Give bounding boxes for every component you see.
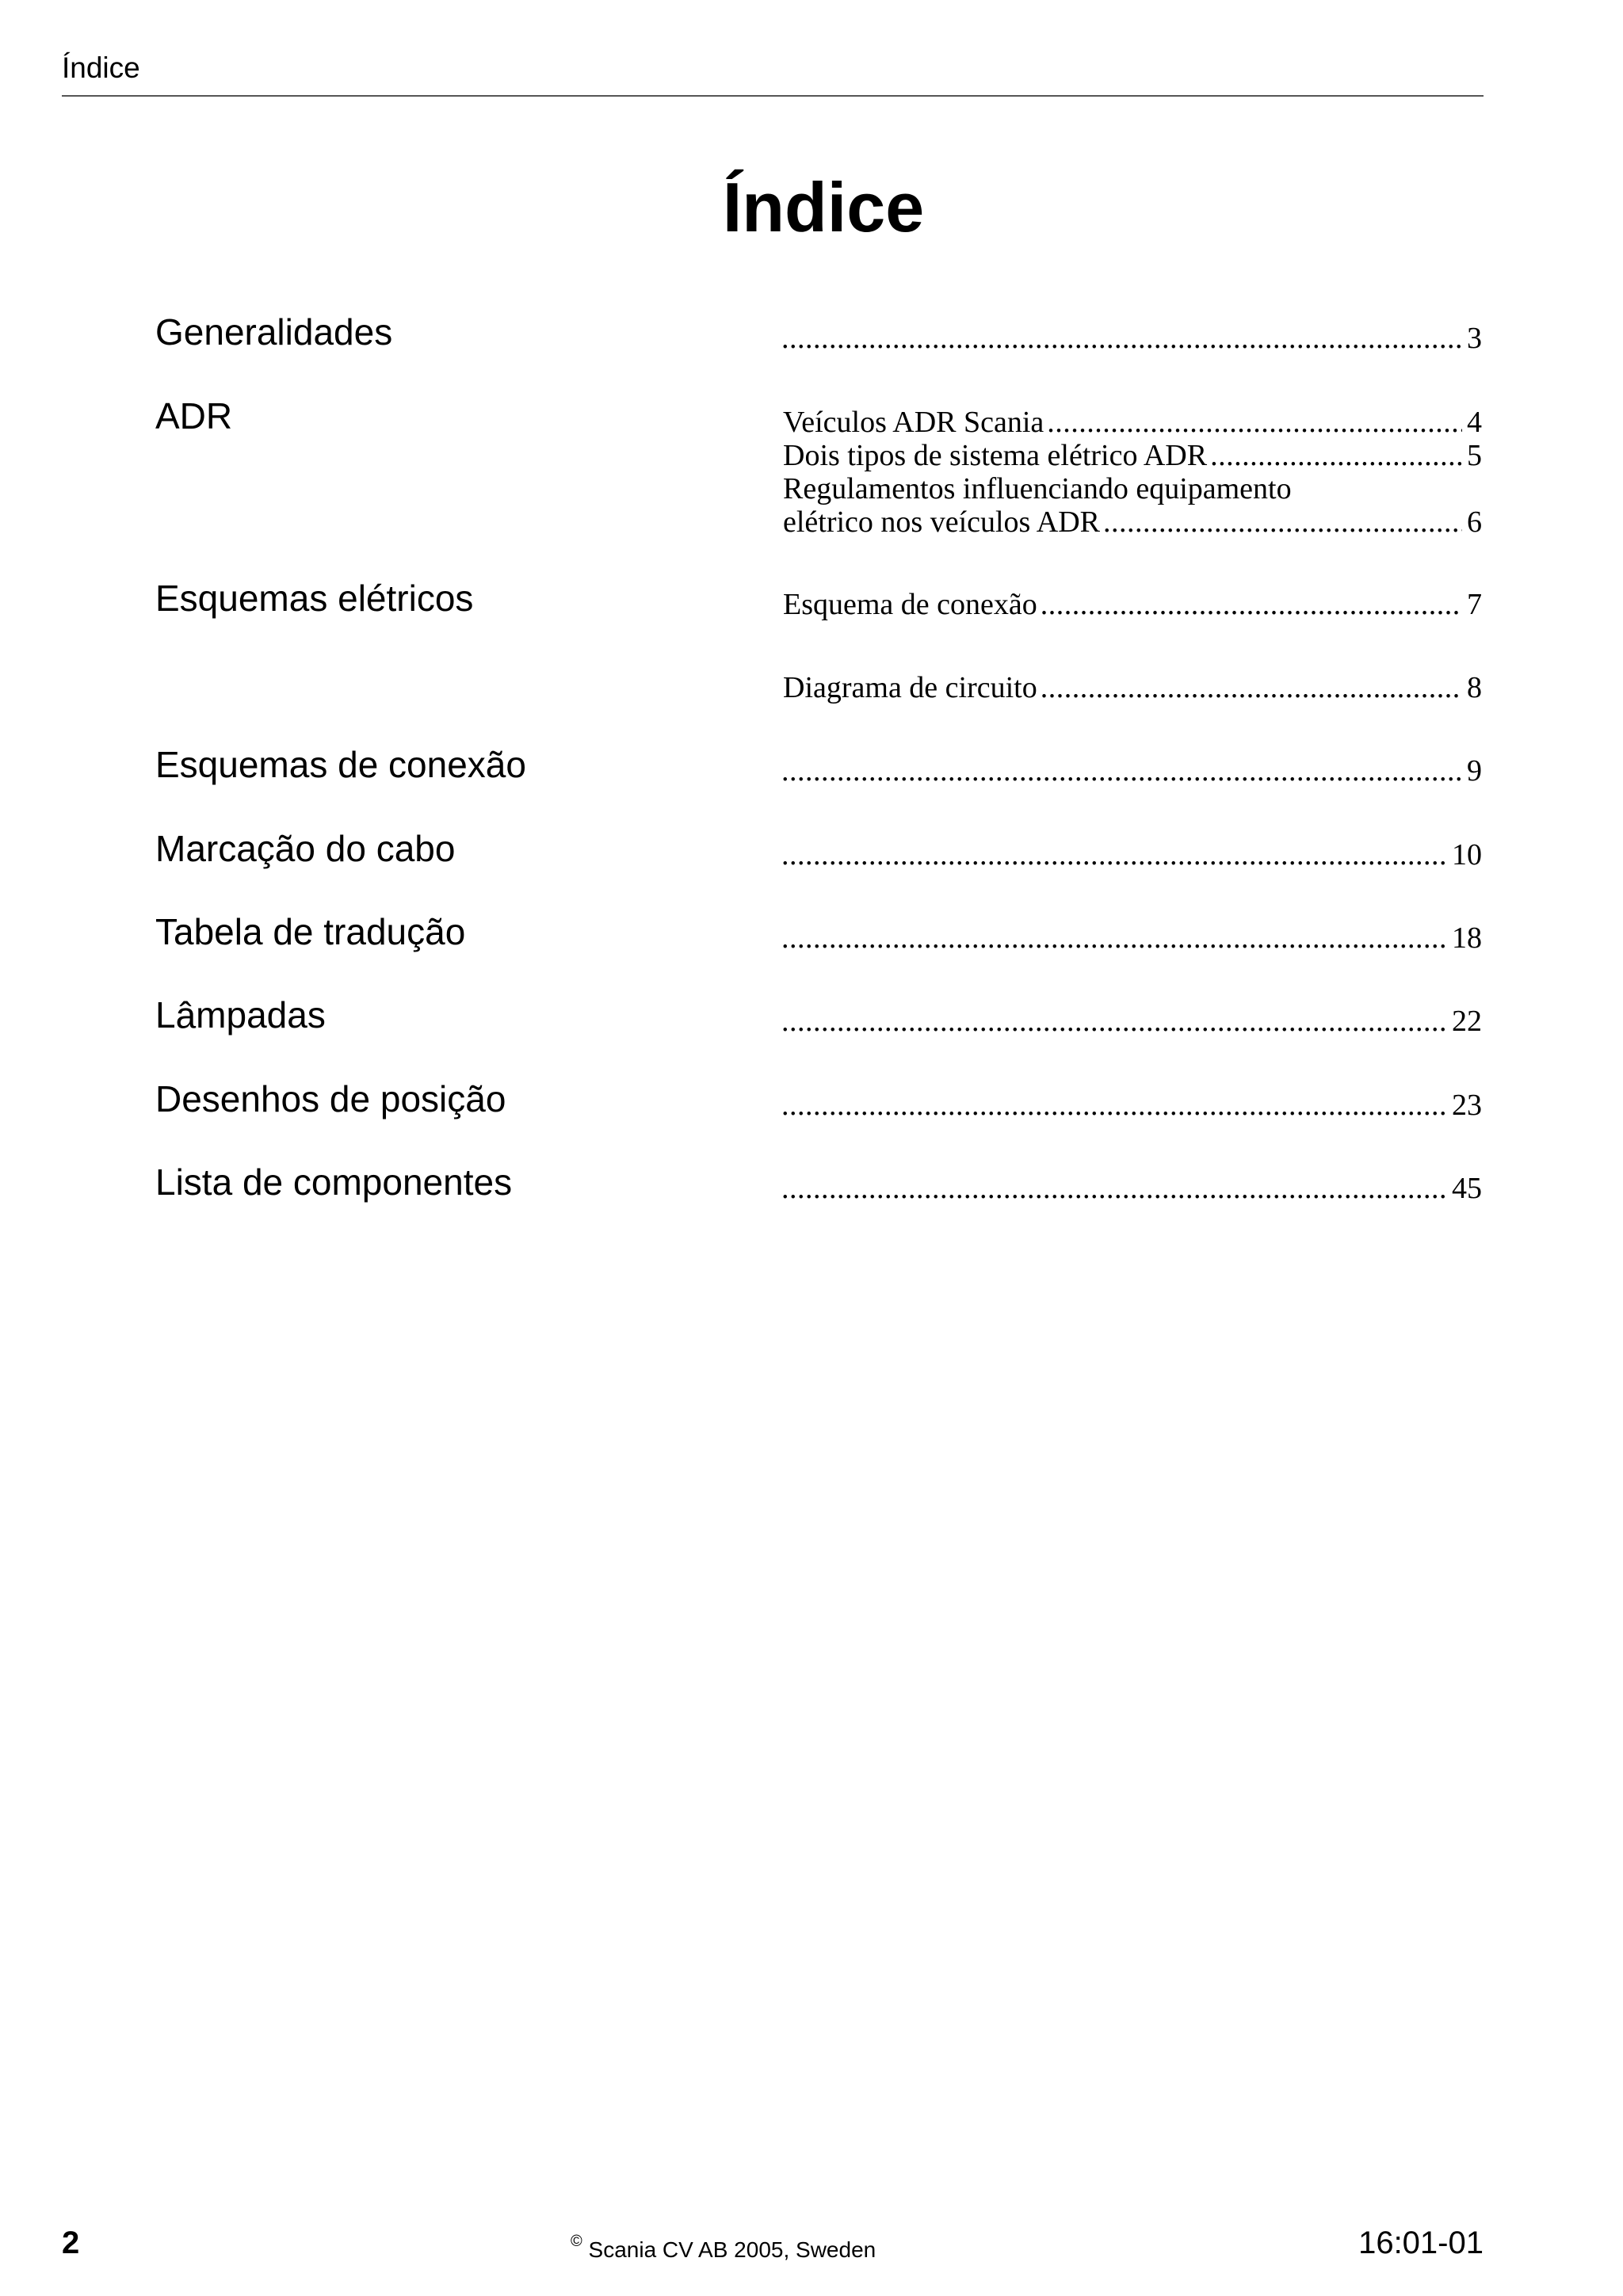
- toc-entry[interactable]: [778, 439, 1482, 472]
- toc-page-number: 3: [1467, 322, 1482, 355]
- toc-heading[interactable]: Lista de componentes: [155, 1161, 513, 1203]
- leader-dots: [1041, 671, 1462, 704]
- toc-page-number: 18: [1452, 921, 1482, 955]
- leader-dots: [1041, 588, 1462, 621]
- leader-dots: [1047, 406, 1462, 439]
- footer-doc-code: 16:01-01: [1358, 2225, 1484, 2260]
- toc-entry[interactable]: [778, 505, 1482, 539]
- toc-entry[interactable]: [778, 1089, 1482, 1122]
- toc-page-number: 10: [1452, 838, 1482, 871]
- toc-entries: [778, 1089, 1482, 1122]
- toc-page-number: 4: [1467, 406, 1482, 439]
- toc-entries: [778, 838, 1482, 871]
- toc-entry-label: Veículos ADR Scania: [783, 406, 1044, 439]
- toc-entry[interactable]: [778, 1005, 1482, 1038]
- toc-entries: [778, 921, 1482, 955]
- copyright-text: Scania CV AB 2005, Sweden: [588, 2237, 876, 2262]
- toc-heading[interactable]: Generalidades: [155, 311, 393, 353]
- toc-entry[interactable]: [778, 1172, 1482, 1205]
- leader-dots: [781, 1089, 1447, 1122]
- toc-entry[interactable]: [778, 754, 1482, 788]
- toc-entry[interactable]: [778, 406, 1482, 439]
- toc-entries: [778, 1005, 1482, 1038]
- leader-dots: [781, 838, 1447, 871]
- header-rule: [62, 95, 1484, 97]
- toc-entry[interactable]: [778, 322, 1482, 355]
- toc-page-number: 6: [1467, 505, 1482, 539]
- toc-entry[interactable]: [778, 671, 1482, 704]
- leader-dots: [1210, 439, 1462, 472]
- toc-entry-label: Diagrama de circuito: [783, 671, 1037, 704]
- toc-entry[interactable]: [778, 588, 1482, 621]
- footer-page-number: 2: [62, 2225, 80, 2260]
- leader-dots: [781, 754, 1462, 788]
- toc-heading[interactable]: Tabela de tradução: [155, 911, 466, 952]
- toc-heading[interactable]: Esquemas de conexão: [155, 744, 526, 785]
- running-header: Índice: [62, 51, 140, 84]
- toc-entries: [778, 406, 1482, 539]
- toc-entry-label: elétrico nos veículos ADR: [783, 505, 1100, 539]
- toc-entry-label: Dois tipos de sistema elétrico ADR: [783, 439, 1208, 472]
- toc-entries: [778, 754, 1482, 788]
- toc-page-number: 8: [1467, 671, 1482, 704]
- toc-entries: [778, 322, 1482, 355]
- toc-entry[interactable]: [778, 838, 1482, 871]
- toc-heading[interactable]: Esquemas elétricos: [155, 578, 474, 619]
- toc-entries: [778, 588, 1482, 704]
- footer-copyright: [571, 2228, 876, 2264]
- leader-dots: [781, 1005, 1447, 1038]
- toc-page-number: 23: [1452, 1089, 1482, 1122]
- toc-heading[interactable]: Desenhos de posição: [155, 1078, 506, 1119]
- copyright-symbol: ©: [571, 2233, 582, 2250]
- leader-dots: [781, 1172, 1447, 1205]
- toc-heading[interactable]: Marcação do cabo: [155, 828, 456, 869]
- toc-entry[interactable]: [778, 921, 1482, 955]
- toc-entry-label: Esquema de conexão: [783, 588, 1037, 621]
- leader-dots: [781, 921, 1447, 955]
- toc-heading[interactable]: Lâmpadas: [155, 994, 326, 1035]
- toc-page-number: 45: [1452, 1172, 1482, 1205]
- toc-page-number: 7: [1467, 588, 1482, 621]
- toc-page-number: 5: [1467, 439, 1482, 472]
- toc-page-number: 9: [1467, 754, 1482, 788]
- toc-heading[interactable]: ADR: [155, 395, 233, 437]
- toc-entry-label-line1: Regulamentos influenciando equipamento: [783, 472, 1292, 505]
- page-title: Índice: [722, 168, 925, 246]
- toc-entries: [778, 1172, 1482, 1205]
- toc-page-number: 22: [1452, 1005, 1482, 1038]
- leader-dots: [1103, 505, 1462, 539]
- leader-dots: [781, 322, 1462, 355]
